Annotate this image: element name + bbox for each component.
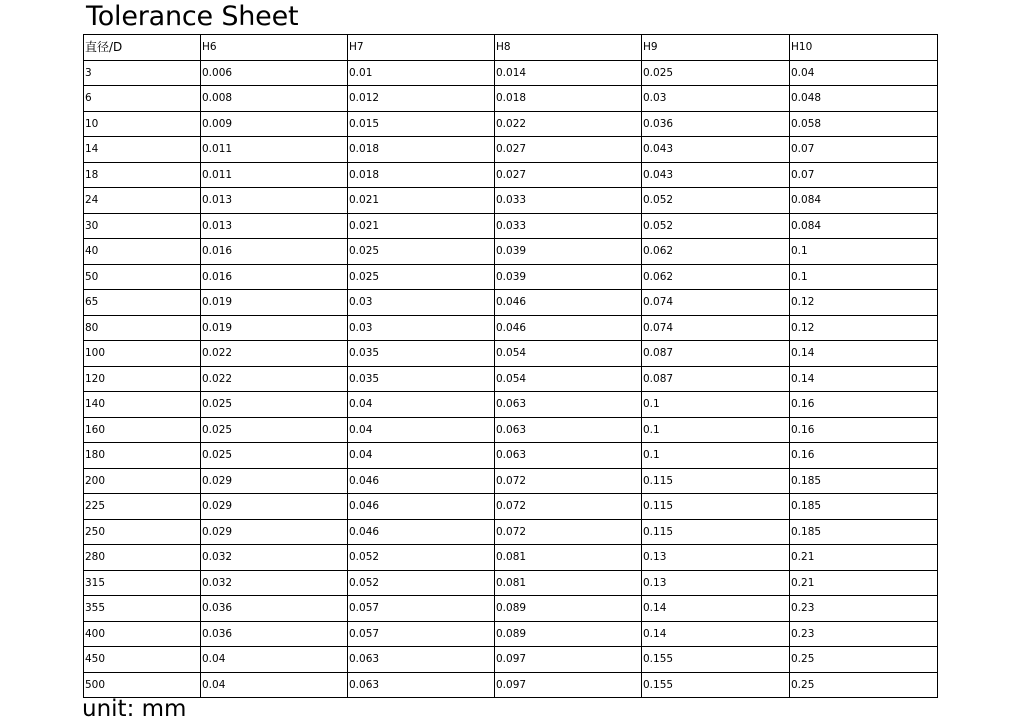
cell-h7: 0.052	[348, 545, 495, 571]
cell-h8: 0.039	[495, 239, 642, 265]
table-row	[84, 60, 938, 86]
cell-h6: 0.029	[201, 519, 348, 545]
cell-h8: 0.063	[495, 443, 642, 469]
table-row	[84, 111, 938, 137]
cell-h9: 0.062	[642, 239, 790, 265]
cell-h7: 0.03	[348, 290, 495, 316]
cell-h7: 0.035	[348, 341, 495, 367]
cell-diameter: 6	[84, 86, 201, 112]
cell-h6: 0.025	[201, 417, 348, 443]
cell-h7: 0.015	[348, 111, 495, 137]
cell-diameter: 3	[84, 60, 201, 86]
cell-h9: 0.087	[642, 341, 790, 367]
cell-h8: 0.018	[495, 86, 642, 112]
cell-h6: 0.032	[201, 570, 348, 596]
page-title: Tolerance Sheet	[86, 1, 299, 32]
table-row	[84, 315, 938, 341]
cell-h10: 0.25	[790, 647, 938, 673]
cell-diameter: 120	[84, 366, 201, 392]
cell-h8: 0.054	[495, 341, 642, 367]
cell-h8: 0.046	[495, 315, 642, 341]
cell-h7: 0.021	[348, 213, 495, 239]
cell-h9: 0.155	[642, 672, 790, 698]
cell-h6: 0.022	[201, 366, 348, 392]
unit-note: unit: mm	[82, 696, 187, 722]
cell-h10: 0.084	[790, 188, 938, 214]
table-row	[84, 596, 938, 622]
cell-h7: 0.057	[348, 596, 495, 622]
table-header-row	[84, 35, 938, 61]
cell-diameter: 80	[84, 315, 201, 341]
cell-diameter: 14	[84, 137, 201, 163]
cell-diameter: 30	[84, 213, 201, 239]
table-row	[84, 137, 938, 163]
cell-h6: 0.036	[201, 596, 348, 622]
cell-h9: 0.025	[642, 60, 790, 86]
cell-h8: 0.089	[495, 596, 642, 622]
column-header-diameter: 直径/D	[84, 35, 201, 61]
column-header-h8: H8	[495, 35, 642, 61]
cell-h9: 0.1	[642, 417, 790, 443]
column-header-h9: H9	[642, 35, 790, 61]
tolerance-table-body	[84, 35, 938, 698]
cell-diameter: 355	[84, 596, 201, 622]
tolerance-table	[83, 34, 938, 698]
table-row	[84, 188, 938, 214]
cell-diameter: 10	[84, 111, 201, 137]
cell-h7: 0.01	[348, 60, 495, 86]
cell-h7: 0.046	[348, 519, 495, 545]
cell-h10: 0.16	[790, 443, 938, 469]
cell-h10: 0.23	[790, 621, 938, 647]
cell-h8: 0.039	[495, 264, 642, 290]
table-row	[84, 239, 938, 265]
table-row	[84, 264, 938, 290]
cell-h10: 0.185	[790, 494, 938, 520]
cell-h7: 0.04	[348, 392, 495, 418]
cell-h6: 0.04	[201, 672, 348, 698]
cell-h6: 0.025	[201, 443, 348, 469]
cell-h8: 0.063	[495, 417, 642, 443]
column-header-h10: H10	[790, 35, 938, 61]
cell-h10: 0.12	[790, 290, 938, 316]
cell-h9: 0.13	[642, 570, 790, 596]
cell-h9: 0.087	[642, 366, 790, 392]
cell-h7: 0.021	[348, 188, 495, 214]
cell-h6: 0.011	[201, 162, 348, 188]
cell-h6: 0.019	[201, 290, 348, 316]
cell-diameter: 280	[84, 545, 201, 571]
cell-h9: 0.14	[642, 596, 790, 622]
cell-h7: 0.012	[348, 86, 495, 112]
cell-h10: 0.048	[790, 86, 938, 112]
cell-h6: 0.013	[201, 188, 348, 214]
table-row	[84, 341, 938, 367]
cell-h8: 0.097	[495, 647, 642, 673]
cell-h8: 0.081	[495, 545, 642, 571]
cell-diameter: 18	[84, 162, 201, 188]
cell-h10: 0.058	[790, 111, 938, 137]
cell-h10: 0.23	[790, 596, 938, 622]
cell-h9: 0.1	[642, 392, 790, 418]
cell-h8: 0.072	[495, 519, 642, 545]
cell-diameter: 225	[84, 494, 201, 520]
cell-h8: 0.022	[495, 111, 642, 137]
cell-h10: 0.04	[790, 60, 938, 86]
cell-h10: 0.14	[790, 366, 938, 392]
cell-h10: 0.14	[790, 341, 938, 367]
table-row	[84, 468, 938, 494]
cell-h6: 0.022	[201, 341, 348, 367]
cell-h9: 0.043	[642, 162, 790, 188]
cell-h10: 0.25	[790, 672, 938, 698]
cell-diameter: 450	[84, 647, 201, 673]
table-row	[84, 417, 938, 443]
cell-h6: 0.029	[201, 494, 348, 520]
cell-h7: 0.04	[348, 443, 495, 469]
cell-h7: 0.063	[348, 672, 495, 698]
cell-h6: 0.036	[201, 621, 348, 647]
cell-h7: 0.046	[348, 494, 495, 520]
cell-h8: 0.033	[495, 188, 642, 214]
cell-h9: 0.036	[642, 111, 790, 137]
cell-diameter: 24	[84, 188, 201, 214]
cell-h6: 0.029	[201, 468, 348, 494]
cell-h8: 0.072	[495, 494, 642, 520]
table-row	[84, 290, 938, 316]
cell-h10: 0.185	[790, 519, 938, 545]
cell-diameter: 400	[84, 621, 201, 647]
column-header-h7: H7	[348, 35, 495, 61]
cell-h10: 0.1	[790, 264, 938, 290]
cell-h10: 0.084	[790, 213, 938, 239]
cell-h9: 0.074	[642, 315, 790, 341]
cell-h6: 0.016	[201, 239, 348, 265]
cell-h6: 0.04	[201, 647, 348, 673]
cell-h9: 0.115	[642, 468, 790, 494]
cell-h8: 0.097	[495, 672, 642, 698]
table-row	[84, 647, 938, 673]
table-row	[84, 366, 938, 392]
cell-diameter: 315	[84, 570, 201, 596]
cell-diameter: 65	[84, 290, 201, 316]
cell-h8: 0.027	[495, 162, 642, 188]
cell-h6: 0.019	[201, 315, 348, 341]
cell-diameter: 180	[84, 443, 201, 469]
table-row	[84, 621, 938, 647]
table-row	[84, 545, 938, 571]
cell-h10: 0.16	[790, 392, 938, 418]
cell-h10: 0.1	[790, 239, 938, 265]
cell-h8: 0.063	[495, 392, 642, 418]
cell-h8: 0.033	[495, 213, 642, 239]
cell-h8: 0.054	[495, 366, 642, 392]
cell-h7: 0.03	[348, 315, 495, 341]
cell-h6: 0.025	[201, 392, 348, 418]
cell-h9: 0.155	[642, 647, 790, 673]
table-row	[84, 392, 938, 418]
cell-h6: 0.013	[201, 213, 348, 239]
cell-h6: 0.016	[201, 264, 348, 290]
cell-h9: 0.03	[642, 86, 790, 112]
cell-h9: 0.052	[642, 213, 790, 239]
column-header-h6: H6	[201, 35, 348, 61]
cell-h9: 0.13	[642, 545, 790, 571]
table-row	[84, 162, 938, 188]
cell-h6: 0.032	[201, 545, 348, 571]
cell-h7: 0.052	[348, 570, 495, 596]
cell-h9: 0.052	[642, 188, 790, 214]
cell-h8: 0.072	[495, 468, 642, 494]
cell-diameter: 140	[84, 392, 201, 418]
cell-diameter: 40	[84, 239, 201, 265]
cell-h8: 0.046	[495, 290, 642, 316]
cell-h6: 0.009	[201, 111, 348, 137]
cell-h7: 0.018	[348, 162, 495, 188]
cell-diameter: 50	[84, 264, 201, 290]
cell-h10: 0.185	[790, 468, 938, 494]
cell-h9: 0.074	[642, 290, 790, 316]
cell-h6: 0.006	[201, 60, 348, 86]
table-row	[84, 570, 938, 596]
cell-h10: 0.07	[790, 162, 938, 188]
cell-diameter: 200	[84, 468, 201, 494]
cell-h7: 0.04	[348, 417, 495, 443]
table-row	[84, 672, 938, 698]
cell-diameter: 160	[84, 417, 201, 443]
cell-h9: 0.062	[642, 264, 790, 290]
cell-h9: 0.115	[642, 519, 790, 545]
cell-h10: 0.21	[790, 545, 938, 571]
cell-diameter: 100	[84, 341, 201, 367]
cell-h9: 0.115	[642, 494, 790, 520]
cell-h7: 0.018	[348, 137, 495, 163]
cell-h7: 0.025	[348, 239, 495, 265]
cell-h7: 0.025	[348, 264, 495, 290]
table-row	[84, 519, 938, 545]
cell-h10: 0.07	[790, 137, 938, 163]
table-row	[84, 443, 938, 469]
cell-h7: 0.046	[348, 468, 495, 494]
cell-h10: 0.16	[790, 417, 938, 443]
cell-h7: 0.063	[348, 647, 495, 673]
table-row	[84, 86, 938, 112]
cell-h9: 0.043	[642, 137, 790, 163]
cell-diameter: 250	[84, 519, 201, 545]
cell-h7: 0.035	[348, 366, 495, 392]
cell-h8: 0.027	[495, 137, 642, 163]
cell-h8: 0.081	[495, 570, 642, 596]
table-row	[84, 213, 938, 239]
cell-h7: 0.057	[348, 621, 495, 647]
cell-h10: 0.21	[790, 570, 938, 596]
cell-h8: 0.089	[495, 621, 642, 647]
cell-h9: 0.14	[642, 621, 790, 647]
cell-h10: 0.12	[790, 315, 938, 341]
cell-h6: 0.011	[201, 137, 348, 163]
cell-h8: 0.014	[495, 60, 642, 86]
cell-diameter: 500	[84, 672, 201, 698]
cell-h6: 0.008	[201, 86, 348, 112]
table-row	[84, 494, 938, 520]
cell-h9: 0.1	[642, 443, 790, 469]
